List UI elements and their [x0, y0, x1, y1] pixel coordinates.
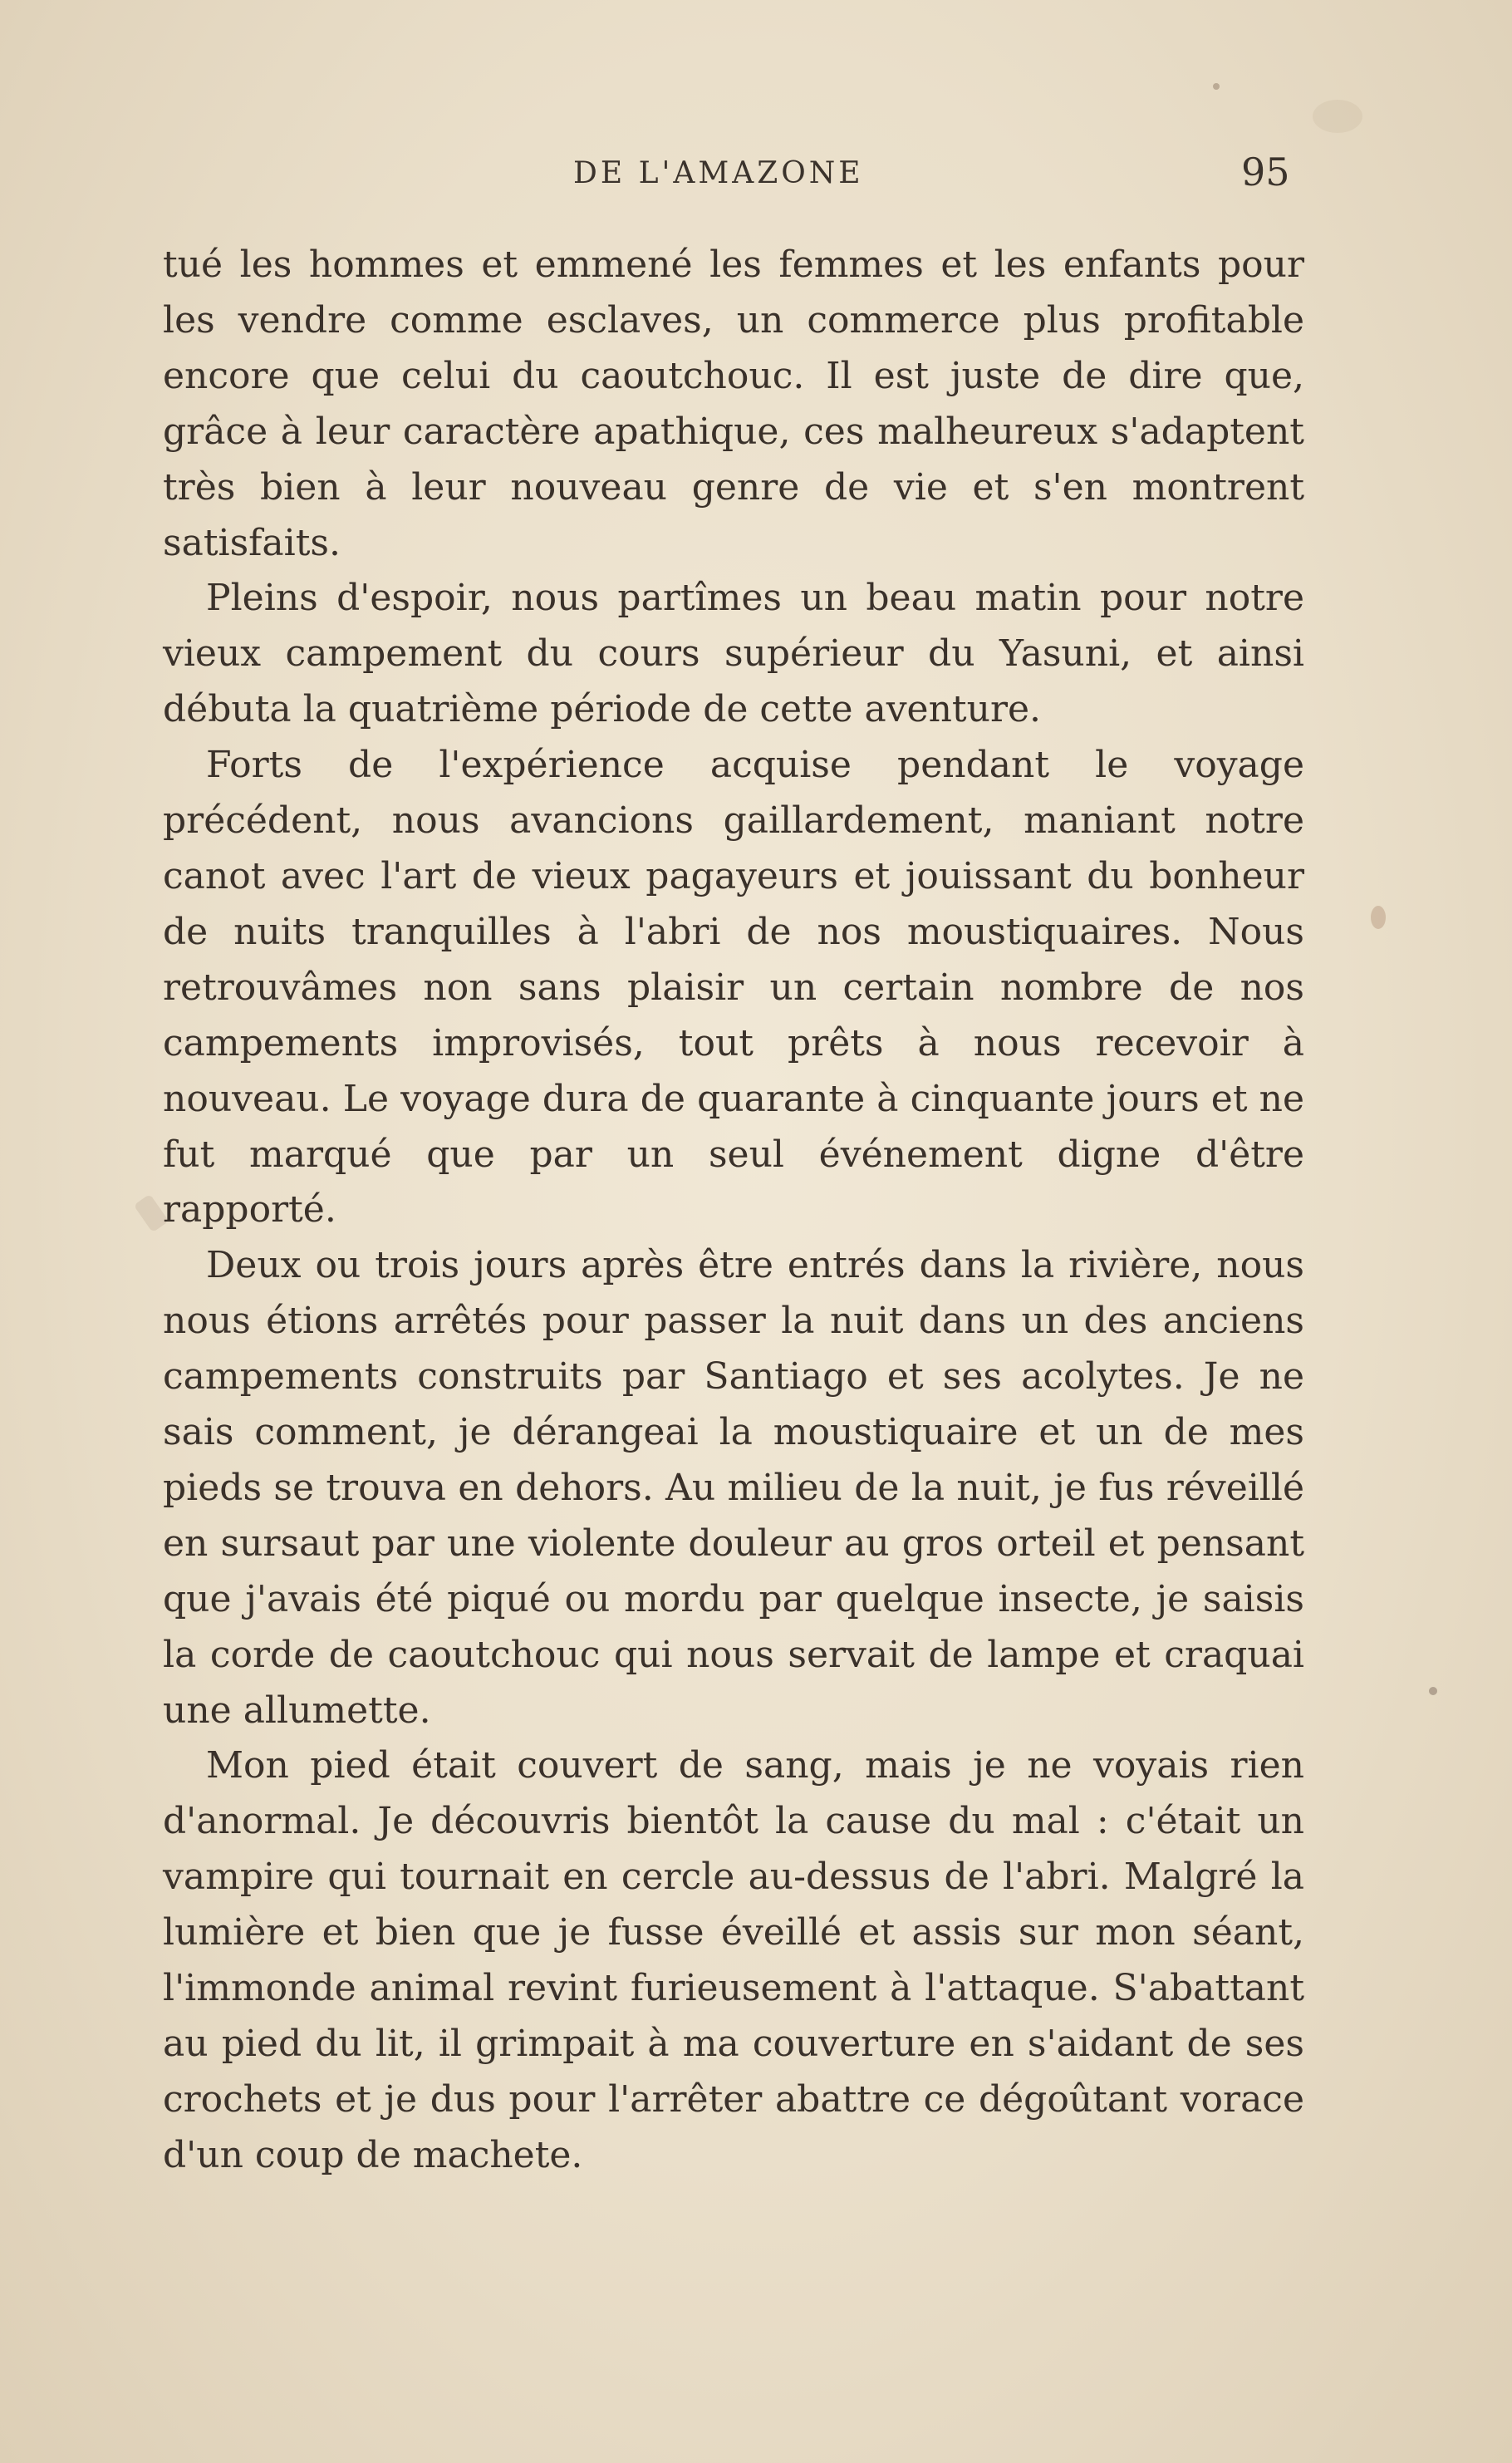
paragraph-1: tué les hommes et emmené les femmes et les enfants pour les vendre comme esclaves, un commerce plus profitable encore que celui du caoutchouc. Il est juste de dire que, grâce à leur caractère apathique, ces malheureux s'adaptent très bien à leur nouveau genre de vie et s'en montrent satisfaits.: [163, 243, 1304, 564]
paragraph-4: Deux ou trois jours après être entrés dans la rivière, nous nous étions arrêtés pour passer la nuit dans un des anciens campements construits par Santiago et ses acolytes. Je ne sais comment, je dérangeai la moustiquaire et un de mes pieds se trouva en dehors. Au milieu de la nuit, je fus réveillé en sursaut par une violente douleur au gros orteil et pensant que j'avais été piqué ou mordu par quelque insecte, je saisis la corde de caoutchouc qui nous servait de lampe et craquai une allumette.: [163, 1244, 1304, 1732]
paper-stain: [1429, 1687, 1437, 1695]
paper-stain: [1371, 906, 1386, 929]
paragraph-2: Pleins d'espoir, nous partîmes un beau matin pour notre vieux campement du cours supérieur du Yasuni, et ainsi débuta la quatrième période de cette aventure.: [163, 577, 1304, 731]
page-number: 95: [1241, 150, 1290, 194]
paragraph-5: Mon pied était couvert de sang, mais je ne voyais rien d'anormal. Je découvris bientôt la cause du mal : c'était un vampire qui tournait en cercle au-dessus de l'abri. Malgré la lumière et bien que je fusse éveillé et assis sur mon séant, l'immonde animal revint furieusement à l'attaque. S'abattant au pied du lit, il grimpait à ma couverture en s'aidant de ses crochets et je dus pour l'arrêter abattre ce dégoûtant vorace d'un coup de machete.: [163, 1744, 1304, 2176]
paper-stain: [1213, 83, 1220, 90]
body-text: [163, 238, 1304, 2184]
running-header: [0, 150, 1512, 216]
paragraph-3: Forts de l'expérience acquise pendant le voyage précédent, nous avancions gaillardement, maniant notre canot avec l'art de vieux pagayeurs et jouissant du bonheur de nuits tranquilles à l'abri de nos moustiquaires. Nous retrouvâmes non sans plaisir un certain nombre de nos campements improvisés, tout prêts à nous recevoir à nouveau. Le voyage dura de quarante à cinquante jours et ne fut marqué que par un seul événement digne d'être rapporté.: [163, 744, 1304, 1232]
running-title: DE L'AMAZONE: [573, 156, 864, 190]
paper-stain: [1313, 100, 1362, 133]
